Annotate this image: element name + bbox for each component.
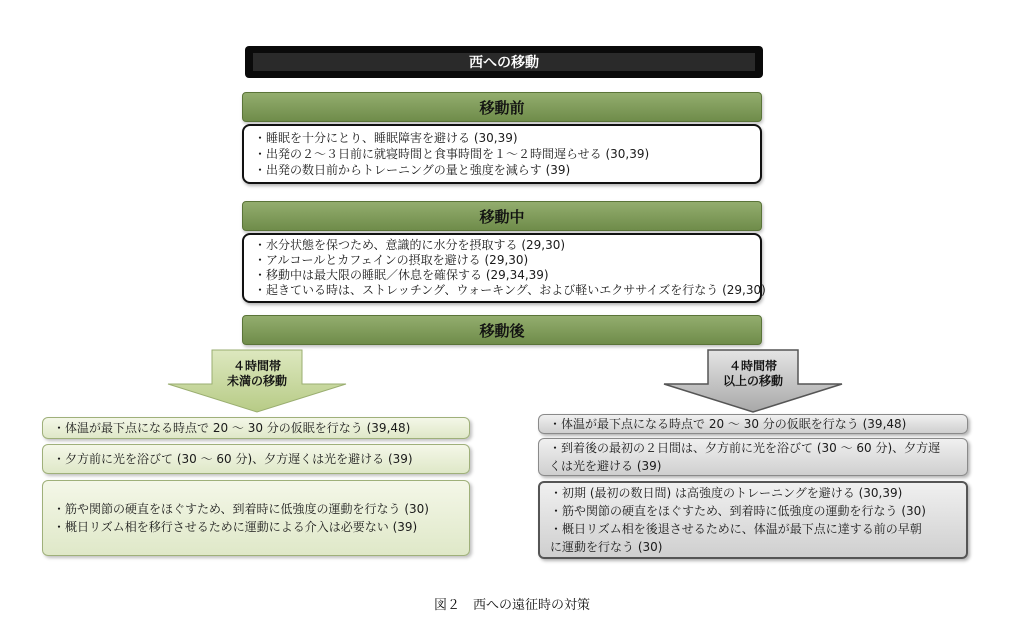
before-item: ・睡眠を十分にとり、睡眠障害を避ける (30,39) (254, 131, 518, 145)
left-box-light-text: ・夕方前に光を浴びて (30 ～ 60 分)、夕方遅くは光を避ける (39) (53, 452, 413, 466)
during-item: ・アルコールとカフェインの摂取を避ける (29,30) (254, 253, 529, 267)
left-exercise-item: ・概日リズム相を移行させるために運動による介入は必要ない (39) (53, 520, 418, 534)
diagram-title: 西への移動 (253, 53, 755, 71)
during-item: ・起きている時は、ストレッチング、ウォーキング、および軽いエクササイズを行なう (29,30) (254, 283, 766, 297)
left-box-exercise (42, 480, 470, 556)
during-header: 移動中 (242, 201, 762, 231)
right-exercise-item: ・概日リズム相を後退させるために、体温が最下点に達する前の早朝 (550, 522, 922, 536)
right-box-exercise (538, 481, 968, 559)
left-box-light (42, 444, 470, 474)
right-arrow-label-line1: ４時間帯 (728, 359, 777, 373)
right-box-light-line1: ・到着後の最初の２日間は、夕方前に光を浴びて (30 ～ 60 分)、夕方遅 (549, 441, 941, 455)
before-header: 移動前 (242, 92, 762, 122)
left-box-nap (42, 417, 470, 439)
left-arrow-label-line2: 未満の移動 (226, 374, 287, 388)
right-box-light-line2: くは光を避ける (39) (549, 459, 662, 473)
before-item: ・出発の数日前からトレーニングの量と強度を減らす (39) (254, 163, 571, 177)
right-box-light (538, 438, 968, 476)
after-header: 移動後 (242, 315, 762, 345)
right-exercise-item: に運動を行なう (30) (550, 540, 663, 554)
during-item: ・水分状態を保つため、意識的に水分を摂取する (29,30) (254, 238, 566, 252)
right-arrow-label (708, 359, 798, 389)
figure-caption: 図２ 西への遠征時の対策 (433, 598, 590, 613)
right-box-nap-text: ・体温が最下点になる時点で 20 ～ 30 分の仮眠を行なう (39,48) (549, 417, 907, 431)
right-exercise-item: ・初期 (最初の数日間) は高強度のトレーニングを避ける (30,39) (550, 486, 903, 500)
during-item: ・移動中は最大限の睡眠／休息を確保する (29,34,39) (254, 268, 549, 282)
right-box-nap (538, 414, 968, 434)
left-arrow-label-line1: ４時間帯 (232, 359, 281, 373)
left-box-nap-text: ・体温が最下点になる時点で 20 ～ 30 分の仮眠を行なう (39,48) (53, 421, 411, 435)
right-exercise-item: ・筋や関節の硬直をほぐすため、到着時に低強度の運動を行なう (30) (550, 504, 926, 518)
before-item: ・出発の２～３日前に就寝時間と食事時間を１～２時間遅らせる (30,39) (254, 147, 650, 161)
left-exercise-item: ・筋や関節の硬直をほぐすため、到着時に低強度の運動を行なう (30) (53, 502, 429, 516)
left-arrow-label (212, 359, 302, 389)
right-arrow-label-line2: 以上の移動 (722, 374, 783, 388)
